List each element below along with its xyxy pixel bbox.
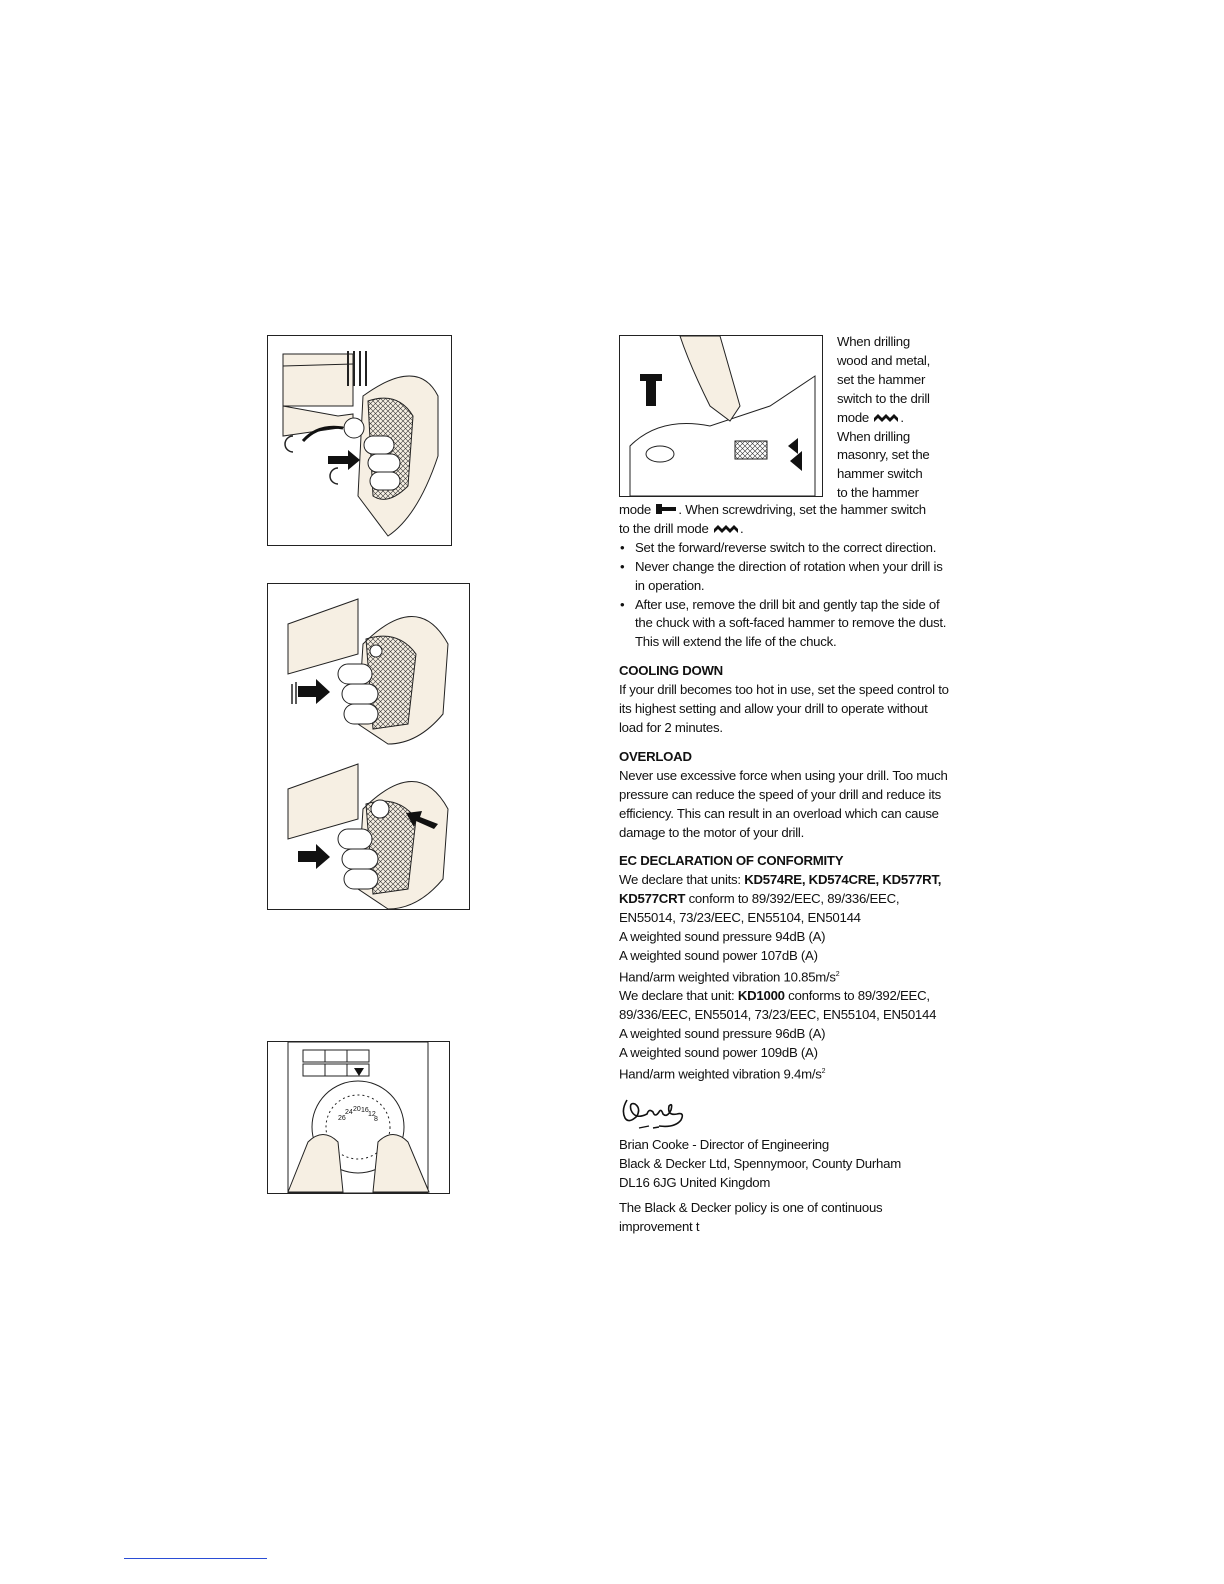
ec-spec-line: A weighted sound power 109dB (A) [619,1044,818,1060]
ec-spec-line [619,966,954,987]
intro-line: to the hammer [837,485,919,501]
company-address-line: DL16 6JG United Kingdom [619,1174,771,1190]
illustration-speed-dial [268,1042,449,1193]
dial-number: 26 [338,1115,346,1122]
figure-hammer-switch [619,335,823,497]
policy-text: The Black & Decker policy is one of continuous improvement t [619,1199,883,1234]
bullet-item: • Never change the direction of rotation when your drill is in operation. [619,558,954,596]
ec-spec-line: A weighted sound pressure 94dB (A) [619,929,826,945]
dial-number: 12 [368,1111,376,1118]
intro-line: set the hammer [837,371,926,387]
illustration-trigger-lock [268,584,469,909]
figure-trigger-lock [267,583,470,910]
ec-model-numbers: KD574RE, KD574CRE, KD577RT, KD577CRT [619,872,942,907]
mode-text: . When screwdriving, set the hammer switch [678,502,926,517]
intro-line: When drilling [837,428,910,444]
illustration-hammer-switch [620,336,822,496]
bullet-item: • After use, remove the drill bit and gently tap the side of the chuck with a soft-faced hammer to remove the dust. This will extend the life of the chuck. [619,596,954,653]
figure-speed-dial [267,1041,450,1194]
intro-line-mode: mode . [837,409,904,425]
intro-line: masonry, set the [837,447,930,463]
dial-number: 24 [345,1109,353,1116]
cooling-heading: COOLING DOWN [619,663,723,679]
intro-line: mode [837,409,869,425]
usage-bullet-list [619,539,954,652]
dial-number: 16 [361,1107,369,1114]
ec-unit-declaration [619,987,954,1025]
overload-text: Never use excessive force when using your drill. Too much pressure can reduce the speed of your drill and reduce its efficiency. This can result in an overload which can cause damage to the motor of your drill. [619,767,948,840]
ec-text: Hand/arm weighted vibration 9.4m/s [619,1066,822,1082]
hammer-mode-icon [655,503,677,515]
dial-number: 20 [353,1106,361,1113]
drill-mode-icon [873,413,899,423]
ec-heading: EC DECLARATION OF CONFORMITY [619,853,844,869]
ec-sup: 2 [835,970,840,978]
mode-paragraph: mode . When screwdriving, set the hammer switch to the drill mode . [619,502,926,536]
dial-number: 8 [374,1116,378,1123]
ec-text: Hand/arm weighted vibration 10.85m/s [619,969,836,985]
main-text-column [619,501,954,1237]
intro-line: hammer switch [837,466,923,482]
mode-text: to the drill mode [619,520,709,536]
footer-rule [124,1558,267,1559]
intro-line: wood and metal, [837,352,931,368]
illustration-hand-switch [268,336,451,545]
intro-text-column [837,333,957,503]
signatory-name: Brian Cooke - Director of Engineering [619,1137,829,1153]
ec-text: conform to 89/392/EEC, 89/336/EEC, EN55014, 73/23/EEC, EN55104, EN50144 [619,891,900,926]
ec-sup: 2 [821,1067,826,1075]
figure-forward-reverse-switch [267,335,452,546]
ec-model-number: KD1000 [737,988,785,1004]
intro-line: switch to the drill [837,390,930,406]
overload-heading: OVERLOAD [619,748,692,764]
mode-text: mode [619,502,651,517]
ec-spec-line: A weighted sound pressure 96dB (A) [619,1025,826,1041]
bullet-item: • Set the forward/reverse switch to the correct direction. [619,539,954,558]
ec-text: We declare that units: [619,872,745,888]
drill-mode-icon [713,524,739,534]
ec-text: conforms to 89/392/EEC, 89/336/EEC, EN55014, 73/23/EEC, EN55104, EN50144 [619,988,937,1023]
company-address-line: Black & Decker Ltd, Spennymoor, County Durham [619,1155,901,1171]
ec-spec-line: A weighted sound power 107dB (A) [619,947,818,963]
ec-units-declaration [619,871,954,928]
signature [619,1090,689,1136]
cooling-text: If your drill becomes too hot in use, set the speed control to its highest setting and allow your drill to operate without load for 2 minutes. [619,682,949,735]
ec-spec-line [619,1063,954,1084]
intro-line: When drilling [837,334,910,349]
ec-text: We declare that unit: [619,988,738,1004]
